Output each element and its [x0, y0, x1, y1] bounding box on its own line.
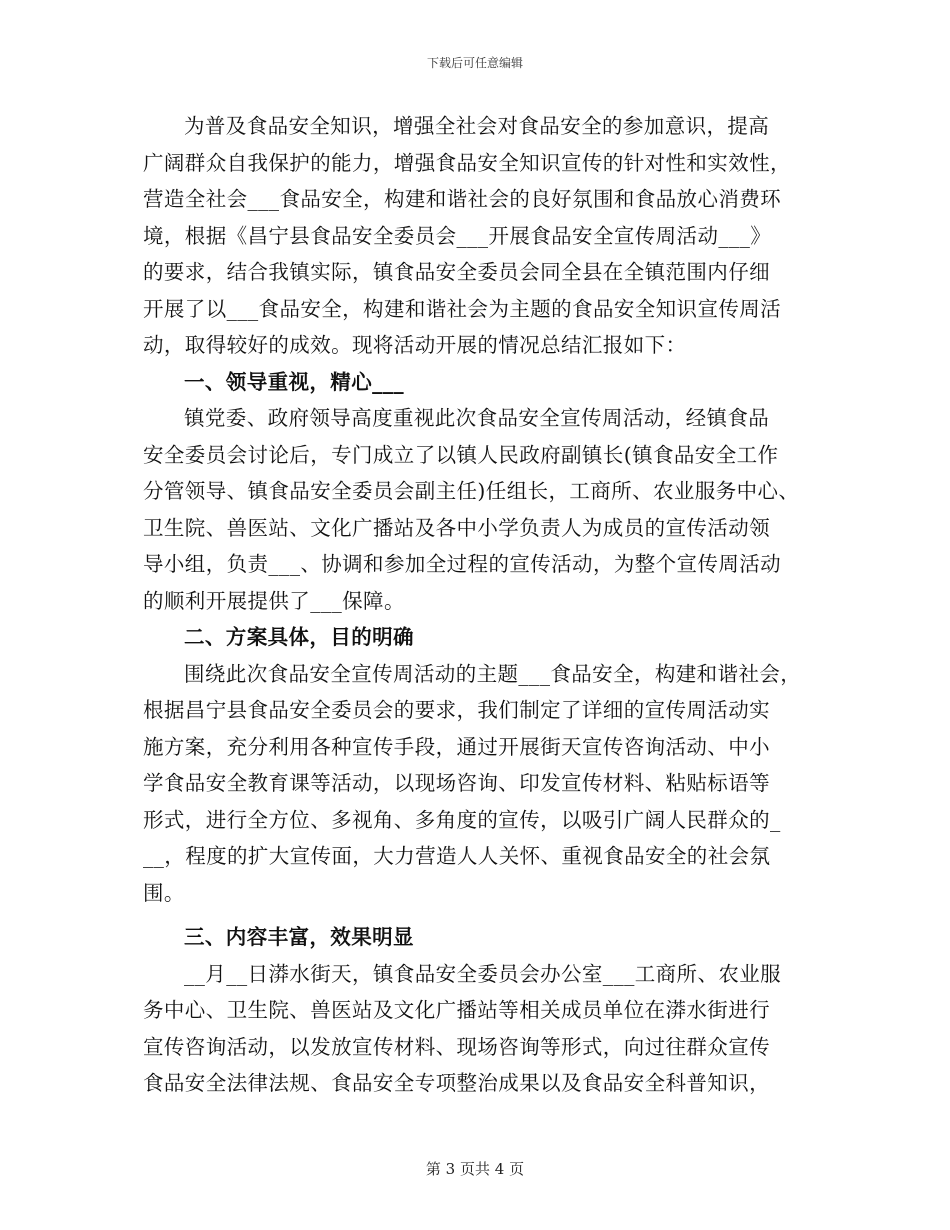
section-heading-1: 一、领导重视，精心___ [184, 369, 405, 394]
paragraph-line: 为普及食品安全知识，增强全社会对食品安全的参加意识，提高 [184, 114, 770, 138]
section-heading-3: 三、内容丰富，效果明显 [184, 925, 414, 949]
paragraph-line: 境，根据《昌宁县食品安全委员会___开展食品安全宣传周活动___》 [143, 223, 772, 248]
paragraph-line: 镇党委、政府领导高度重视此次食品安全宣传周活动，经镇食品 [184, 406, 770, 430]
paragraph-line: 开展了以___食品安全，构建和谐社会为主题的食品安全知识宣传周活 [143, 296, 782, 321]
paragraph-line: 导小组，负责___、协调和参加全过程的宣传活动，为整个宣传周活动 [143, 552, 782, 576]
paragraph-line: 动，取得较好的成效。现将活动开展的情况总结汇报如下： [143, 333, 687, 357]
paragraph-line: 卫生院、兽医站、文化广播站及各中小学负责人为成员的宣传活动领 [143, 515, 770, 540]
paragraph-line: 的顺利开展提供了___保障。 [143, 588, 405, 613]
paragraph-line: 务中心、卫生院、兽医站及文化广播站等相关成员单位在漭水街进行 [143, 998, 770, 1022]
paragraph-line: 分管领导、镇食品安全委员会副主任)任组长，工商所、农业服务中心、 [143, 479, 800, 503]
paragraph-line: 宣传咨询活动，以发放宣传材料、现场咨询等形式，向过往群众宣传 [143, 1034, 770, 1059]
page-number: 第 3 页共 4 页 [425, 1160, 525, 1178]
paragraph-line: 根据昌宁县食品安全委员会的要求，我们制定了详细的宣传周活动实 [143, 698, 770, 722]
paragraph-line: 食品安全法律法规、食品安全专项整治成果以及食品安全科普知识， [143, 1071, 770, 1095]
section-heading-2: 二、方案具体，目的明确 [184, 625, 414, 649]
paragraph-line: 形式，进行全方位、多视角、多角度的宣传，以吸引广阔人民群众的_ [143, 807, 781, 832]
document-body [143, 108, 833, 1102]
paragraph-line: 施方案，充分利用各种宣传手段，通过开展街天宣传咨询活动、中小 [143, 734, 770, 759]
page-header: 下载后可任意编辑 [426, 56, 523, 70]
paragraph-line: __，程度的扩大宣传面，大力营造人人关怀、重视食品安全的社会氛 [143, 844, 771, 868]
paragraph-line: 学食品安全教育课等活动，以现场咨询、印发宣传材料、粘贴标语等 [143, 771, 770, 795]
paragraph-line: 营造全社会___食品安全，构建和谐社会的良好氛围和食品放心消费环 [143, 187, 782, 211]
paragraph-line: __月__日漭水街天，镇食品安全委员会办公室___工商所、农业服 [184, 961, 782, 986]
paragraph-line: 围绕此次食品安全宣传周活动的主题___食品安全，构建和谐社会， [184, 661, 802, 686]
paragraph-line: 的要求，结合我镇实际，镇食品安全委员会同全县在全镇范围内仔细 [143, 260, 770, 284]
paragraph-line: 广阔群众自我保护的能力，增强食品安全知识宣传的针对性和实效性， [143, 150, 791, 175]
paragraph-line: 安全委员会讨论后，专门成立了以镇人民政府副镇长(镇食品安全工作 [143, 442, 779, 467]
paragraph-line: 围。 [143, 880, 185, 905]
